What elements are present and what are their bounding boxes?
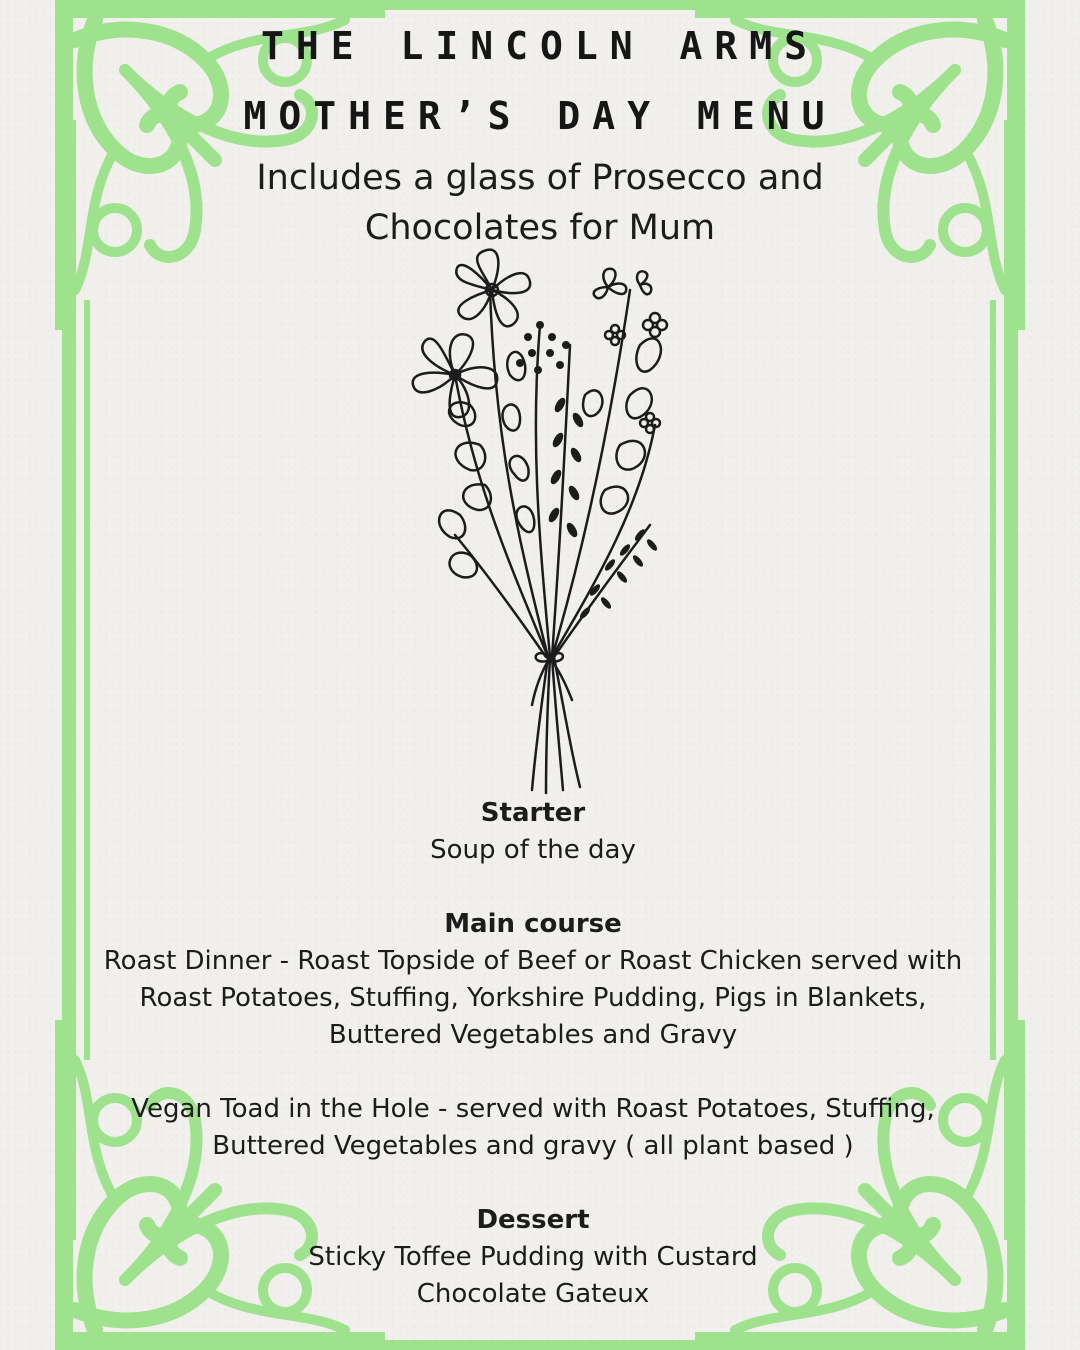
main-option-line: Roast Potatoes, Stuffing, Yorkshire Pudding, Pigs in Blankets, <box>139 983 927 1013</box>
subtitle-line: Chocolates for Mum <box>364 208 716 248</box>
dessert-item: Chocolate Gateux <box>416 1279 650 1309</box>
subtitle-line: Includes a glass of Prosecco and <box>256 158 824 198</box>
starter-heading: Starter <box>480 798 586 828</box>
main-course-heading: Main course <box>444 909 622 939</box>
starter-item: Soup of the day <box>430 835 636 865</box>
flower-bouquet-icon <box>400 245 680 800</box>
dessert-item: Sticky Toffee Pudding with Custard <box>308 1242 758 1272</box>
main-option-line: Buttered Vegetables and Gravy <box>328 1020 738 1050</box>
menu-body <box>60 795 1006 1313</box>
vegan-option-line: Buttered Vegetables and gravy ( all plant based ) <box>212 1131 854 1161</box>
dessert-heading: Dessert <box>476 1205 590 1235</box>
menu-title: MOTHER’S DAY MENU <box>243 94 837 138</box>
vegan-option-line: Vegan Toad in the Hole - served with Roast Potatoes, Stuffing, <box>131 1094 935 1124</box>
main-option-line: Roast Dinner - Roast Topside of Beef or Roast Chicken served with <box>103 946 963 976</box>
venue-title: THE LINCOLN ARMS <box>260 24 820 68</box>
subtitle <box>0 153 1080 253</box>
